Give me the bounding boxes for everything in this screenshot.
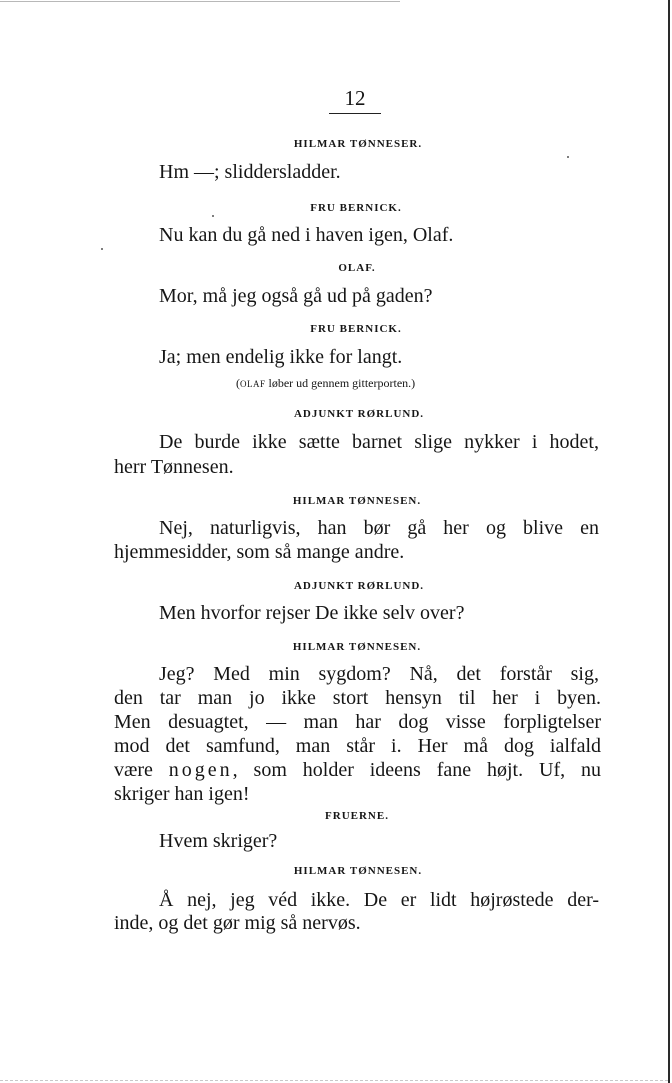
stage-paren: ( <box>236 376 240 390</box>
speaker-name: ADJUNKT RØRLUND. <box>293 408 425 420</box>
dialogue-line: Hm —; sliddersladder. <box>159 161 341 183</box>
dialogue-line: hjemmesidder, som så mange andre. <box>114 541 405 563</box>
dialogue-line: skriger han igen! <box>114 783 250 805</box>
line-fragment: være <box>114 759 169 781</box>
line-fragment: , som holder ideens fane højt. Uf, nu <box>232 759 601 781</box>
stage-direction <box>236 376 415 391</box>
speaker-name: ADJUNKT RØRLUND. <box>293 580 425 592</box>
scan-bottom-edge <box>0 1080 668 1081</box>
scan-right-edge <box>668 0 670 1083</box>
page-number: 12 <box>344 86 366 110</box>
dialogue-line: mod det samfund, man står i. Her må dog ialfald <box>114 735 601 757</box>
dialogue-line: Men hvorfor rejser De ikke selv over? <box>159 602 465 624</box>
speaker-name: HILMAR TØNNESEN. <box>293 865 423 877</box>
dialogue-line: De burde ikke sætte barnet slige nykker i hodet, <box>159 431 599 453</box>
speaker-name: OLAF. <box>338 262 376 274</box>
dialogue-line: Men desuagtet, — man har dog visse forpligtelser <box>114 711 601 733</box>
dialogue-line <box>114 758 601 782</box>
speaker-name: FRU BERNICK. <box>310 202 402 214</box>
dialogue-line: Nej, naturligvis, han bør gå her og blive en <box>159 517 599 539</box>
speaker-name: FRUERNE. <box>325 810 389 822</box>
dialogue-line: Jeg? Med min sygdom? Nå, det forstår sig, <box>159 663 599 685</box>
scan-speck <box>212 215 214 217</box>
dialogue-line: inde, og det gør mig så nervøs. <box>114 912 361 934</box>
dialogue-line: den tar man jo ikke stort hensyn til her i byen. <box>114 687 601 709</box>
dialogue-line: Mor, må jeg også gå ud på gaden? <box>159 285 433 307</box>
stage-text: løber ud gennem gitterporten.) <box>265 376 416 390</box>
scan-top-edge <box>0 1 400 2</box>
scan-speck <box>567 156 569 158</box>
dialogue-line: Å nej, jeg véd ikke. De er lidt højrøstede der- <box>159 889 599 911</box>
dialogue-line: Hvem skriger? <box>159 830 278 852</box>
dialogue-line: Ja; men endelig ikke for langt. <box>159 346 403 368</box>
speaker-name: HILMAR TØNNESER. <box>293 138 423 150</box>
speaker-name: FRU BERNICK. <box>310 323 402 335</box>
stage-character: OLAF <box>240 379 266 389</box>
dialogue-line: Nu kan du gå ned i haven igen, Olaf. <box>159 224 454 246</box>
emphasized-word: nogen <box>168 759 233 781</box>
speaker-name: HILMAR TØNNESEN. <box>292 641 422 653</box>
dialogue-line: herr Tønnesen. <box>114 456 234 478</box>
speaker-name: HILMAR TØNNESEN. <box>292 495 422 507</box>
scan-speck <box>101 248 103 250</box>
page-number-underline <box>329 113 381 114</box>
